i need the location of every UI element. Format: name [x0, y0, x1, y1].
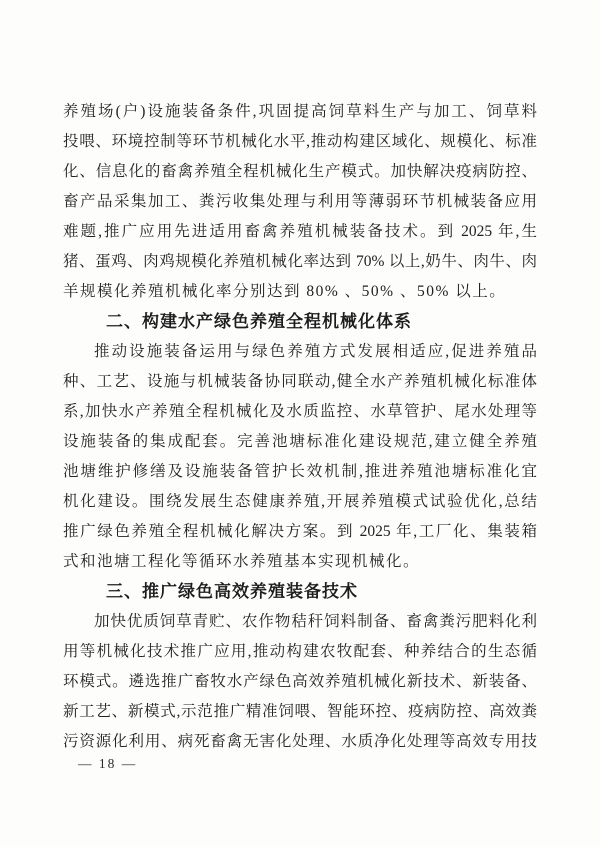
- text-line: 羊规模化养殖机械化率分别达到 80% 、50% 、50% 以上。: [63, 283, 507, 300]
- paragraph: [63, 97, 537, 307]
- text-line: 畜产品采集加工、粪污收集处理与利用等薄弱环节机械装备应用: [63, 193, 537, 210]
- text-line: 设施装备的集成配套。完善池塘标准化建设规范,建立健全养殖: [63, 433, 537, 450]
- text-line: 机化建设。围绕发展生态健康养殖,开展养殖模式试验优化,总结: [63, 493, 537, 510]
- section-heading: 二、构建水产绿色养殖全程机械化体系: [106, 312, 412, 331]
- text-line: 池塘维护修缮及设施装备管护长效机制,推进养殖池塘标准化宜: [63, 463, 537, 480]
- text-line: 新工艺、新模式,示范推广精准饲喂、智能环控、疫病防控、高效粪: [63, 703, 537, 720]
- text-line: 式和池塘工程化等循环水养殖基本实现机械化。: [63, 553, 421, 570]
- text-line: 污资源化利用、病死畜禽无害化处理、水质净化处理等高效专用技: [63, 733, 537, 750]
- text-line: 推动设施装备运用与绿色养殖方式发展相适应,促进养殖品: [94, 343, 537, 360]
- text-line: 加快优质饲草青贮、农作物秸秆饲料制备、畜禽粪污肥料化利: [94, 613, 537, 630]
- text-line: 猪、蛋鸡、肉鸡规模化养殖机械化率达到 70% 以上,奶牛、肉牛、肉: [63, 253, 537, 270]
- paragraph: [63, 607, 537, 757]
- text-line: 养殖场(户)设施装备条件,巩固提高饲草料生产与加工、饲草料: [63, 103, 537, 120]
- text-line: 难题,推广应用先进适用畜禽养殖机械装备技术。到 2025 年,生: [63, 223, 537, 240]
- text-line: 投喂、环境控制等环节机械化水平,推动构建区域化、规模化、标准: [63, 133, 537, 150]
- page-number: — 18 —: [78, 756, 138, 771]
- text-line: 系,加快水产养殖全程机械化及水质监控、水草管护、尾水处理等: [63, 403, 537, 420]
- text-line: 推广绿色养殖全程机械化解决方案。到 2025 年,工厂化、集装箱: [63, 523, 537, 540]
- text-line: 用等机械化技术推广应用,推动构建农牧配套、种养结合的生态循: [63, 643, 537, 660]
- text-line: 环模式。遴选推广畜牧水产绿色高效养殖机械化新技术、新装备、: [63, 673, 537, 690]
- text-line: 种、工艺、设施与机械装备协同联动,健全水产养殖机械化标准体: [63, 373, 537, 390]
- section-heading: 三、推广绿色高效养殖装备技术: [106, 582, 358, 601]
- document-content: [63, 97, 537, 757]
- text-line: 化、信息化的畜禽养殖全程机械化生产模式。加快解决疫病防控、: [63, 163, 537, 180]
- paragraph: [63, 337, 537, 577]
